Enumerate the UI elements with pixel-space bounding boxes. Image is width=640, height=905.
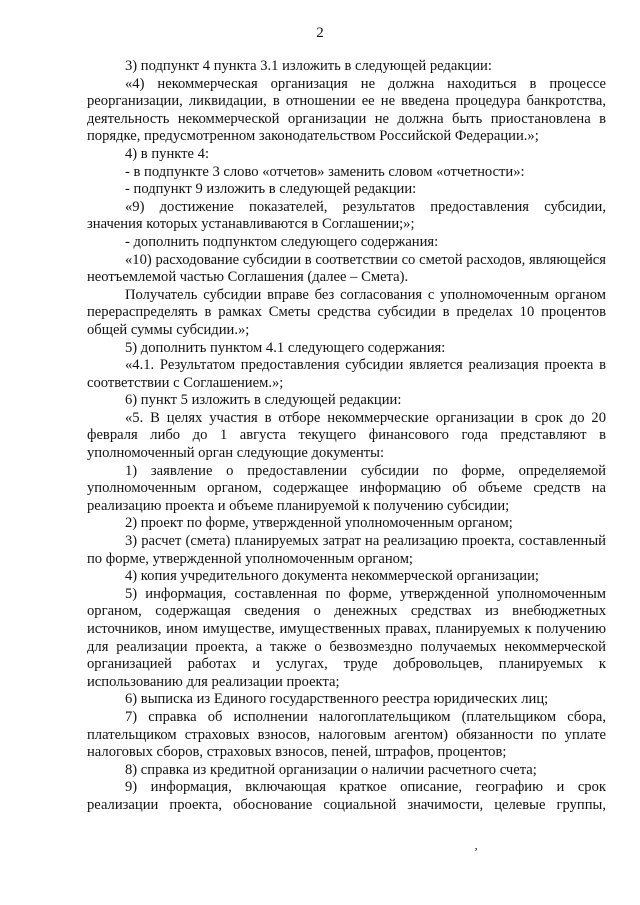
paragraph: 7) справка об исполнении налогоплательщиком (плательщиком сбора, плательщиком страховых взносов, налоговым агентом) обязанности по уплате налоговых сборов, страховых взносов, пеней, штрафов, процентов; xyxy=(87,708,606,761)
paragraph: «4) некоммерческая организация не должна находиться в процессе реорганизации, ликвидации, в отношении ее не введена процедура банкротства, деятельность некоммерческой организации не должна быть приостановлена в порядке, предусмотренном законодательством Российской Федерации.»; xyxy=(87,75,606,145)
paragraph: 3) расчет (смета) планируемых затрат на реализацию проекта, составленный по форме, утвержденной уполномоченным органом; xyxy=(87,533,606,567)
paragraph: 1) заявление о предоставлении субсидии по форме, определяемой уполномоченным органом, содержащее информацию об объеме средств на реализацию проекта и объеме планируемой к получению субсидии; xyxy=(87,462,606,514)
paragraph: 3) подпункт 4 пункта 3.1 изложить в следующей редакции: xyxy=(125,58,492,74)
paragraph: «4.1. Результатом предоставления субсидии является реализация проекта в соответствии с Соглашением.»; xyxy=(87,357,606,391)
paragraph: 9) информация, включающая краткое описание, географию и срок реализации проекта, обоснование социальной значимости, целевые группы, xyxy=(87,779,606,813)
footer-mark: ʼ xyxy=(474,845,478,859)
page-number: 2 xyxy=(316,25,324,41)
paragraph: Получатель субсидии вправе без согласования с уполномоченным органом перераспределять в рамках Сметы средства субсидии в пределах 10 процентов общей суммы субсидии.»; xyxy=(87,286,606,338)
paragraph: 6) пункт 5 изложить в следующей редакции: xyxy=(125,392,402,409)
paragraph: 2) проект по форме, утвержденной уполномоченным органом; xyxy=(125,515,513,532)
paragraph: 5) информация, составленная по форме, утвержденной уполномоченным органом, содержащая сведения о денежных средствах из внебюджетных источников, ином имуществе, имущественных правах, планируемых к получению для реализации проекта, а также о безвозмездно получаемых некоммерческой организацией работах и услугах, труде добровольцев, планируемых к использованию для реализации проекта; xyxy=(87,585,606,690)
paragraph: 4) копия учредительного документа некоммерческой организации; xyxy=(125,568,539,585)
paragraph: 6) выписка из Единого государственного реестра юридических лиц; xyxy=(125,691,549,708)
paragraph: «9) достижение показателей, результатов предоставления субсидии, значения которых устанавливаются в Соглашении;»; xyxy=(87,198,606,233)
paragraph: - подпункт 9 изложить в следующей редакции: xyxy=(125,181,417,198)
paragraph: 8) справка из кредитной организации о наличии расчетного счета; xyxy=(125,761,537,778)
document-body xyxy=(87,58,606,815)
paragraph: - в подпункте 3 слово «отчетов» заменить словом «отчетности»: xyxy=(125,163,525,180)
paragraph: «5. В целях участия в отборе некоммерческие организации в срок до 20 февраля либо до 1 августа текущего финансового года представляют в уполномоченный орган следующие документы: xyxy=(87,409,606,462)
paragraph: «10) расходование субсидии в соответствии со сметой расходов, являющейся неотъемлемой частью Соглашения (далее – Смета). xyxy=(87,251,606,286)
paragraph: 4) в пункте 4: xyxy=(125,145,210,162)
paragraph: - дополнить подпунктом следующего содержания: xyxy=(125,233,439,250)
paragraph: 5) дополнить пунктом 4.1 следующего содержания: xyxy=(125,339,446,356)
